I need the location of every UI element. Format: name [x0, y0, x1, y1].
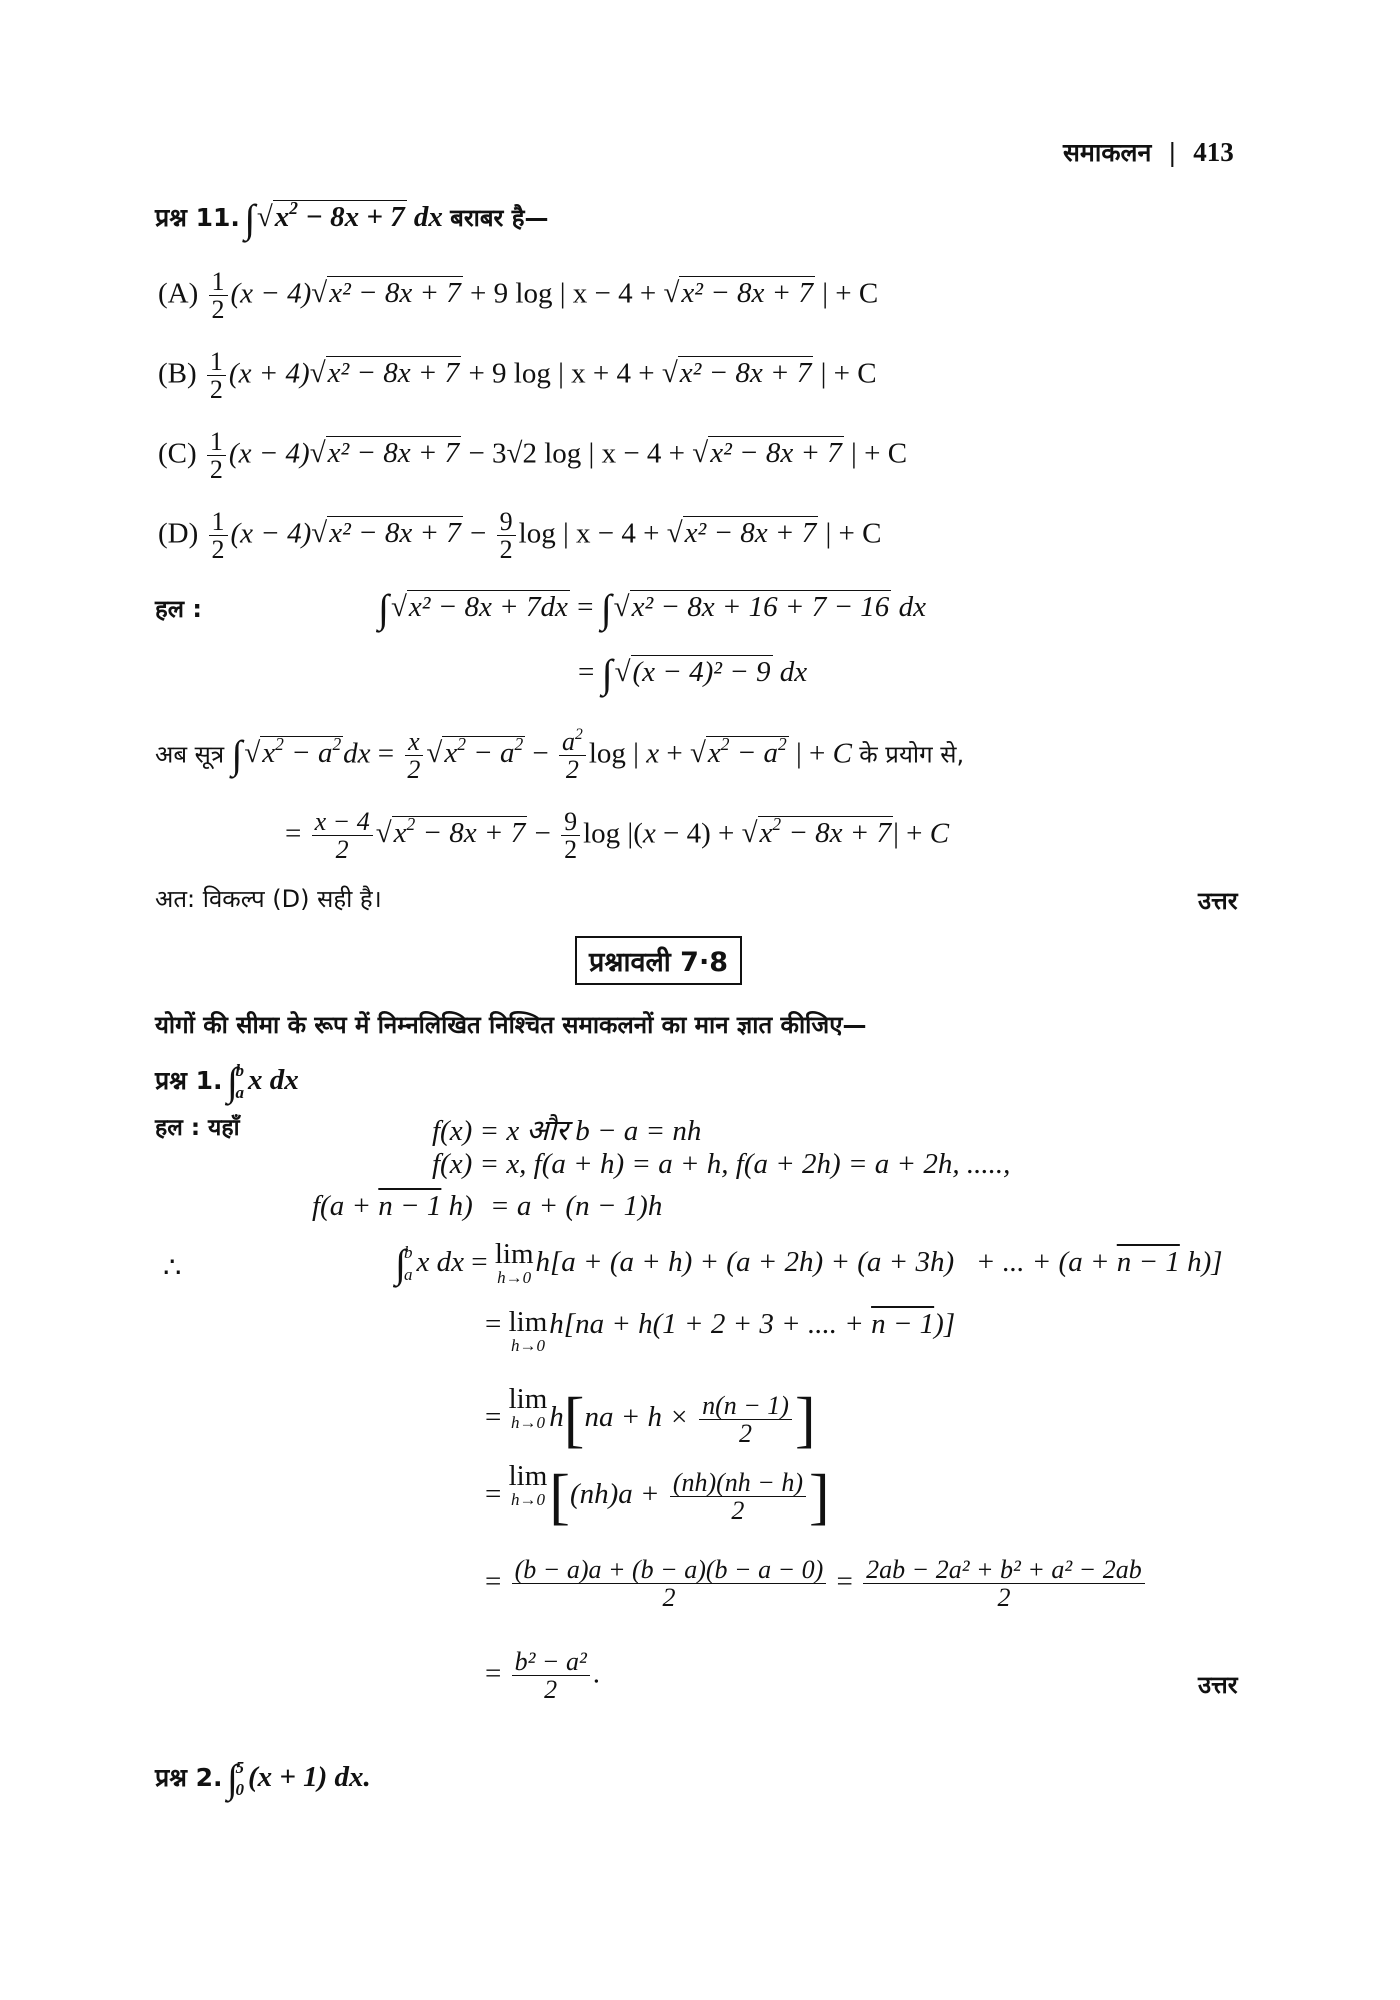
page-number: 413 — [1193, 137, 1234, 167]
integrand: x dx — [247, 1064, 299, 1096]
option-b: (B) $\frac{1}{2}$ (x + 4)√x² − 8x + 7 + 9 log | x + 4 + √x² − 8x + 7 | + C — [158, 347, 877, 405]
given-line-3-rhs: = a + (n − 1)h — [490, 1190, 663, 1222]
step-2: = lim h→0 h[na + h(1 + 2 + 3 + .... + n − 1)] — [485, 1306, 956, 1355]
option-radicand-2: x² − 8x + 7 — [681, 277, 813, 310]
step-3: = lim h→0 h[na + h × $\frac{n(n - 1)}{2}$ ] — [485, 1383, 816, 1454]
given-line-2: f(x) = x, f(a + h) = a + h, f(a + 2h) = a + 2h, ....., — [432, 1148, 1011, 1180]
option-radicand-2: x² − 8x + 7 — [679, 357, 812, 390]
final-result: = $\frac{\text{b² − a²}}{2}$ . — [485, 1647, 600, 1705]
step-1: ∫ b a x dx = lim h→0 h[a + (a + h) + (a + 2h) + (a + 3h) + ... + (a + n − 1 h)] — [395, 1238, 1223, 1287]
exercise-title: प्रश्नावली 7·8 — [575, 936, 742, 985]
fraction-nine-half: $\frac{9}{2}$ — [497, 508, 516, 564]
header-separator: | — [1168, 138, 1177, 167]
question-label: प्रश्न 11. — [155, 203, 240, 232]
solution-label: हल : — [155, 595, 202, 623]
option-radicand: x² − 8x + 7 — [327, 437, 460, 470]
option-factor: (x + 4) — [228, 357, 310, 390]
option-tail: | + C — [825, 517, 882, 550]
option-d: (D) $\frac{1}{2}$ (x − 4)√x² − 8x + 7 − $\frac{9}{2}$ log | x − 4 + √x² − 8x + 7 | + C — [158, 507, 882, 565]
running-header — [1063, 135, 1234, 169]
option-tail: | + C — [820, 357, 877, 390]
solution-rhs: x² − 8x + 16 + 7 − 16 — [631, 591, 890, 623]
formula-suffix: के प्रयोग से, — [859, 740, 965, 769]
question-label: प्रश्न 1. — [155, 1066, 223, 1095]
option-key: (A) — [158, 277, 199, 310]
solution-line-2: = ∫√(x − 4)² − 9 dx — [578, 651, 808, 696]
formula-line: अब सूत्र $\int√x^2 - a^2dx$ = $\frac{x}{2}$ $√x^2 - a^2$ − $\frac{a^2}{2}$ log | $x + √x^2 - a^2$ | + C के प्रयोग से, — [155, 726, 965, 785]
formula-prefix: अब सूत्र — [155, 740, 225, 769]
exercise-instruction: योगों की सीमा के रूप में निम्नलिखित निश्चित समाकलनों का मान ज्ञात कीजिए— — [155, 1011, 867, 1039]
question-2: प्रश्न 2. ∫ 5 0 (x + 1) dx. — [155, 1756, 371, 1801]
fraction-half: $\frac{1}{2}$ — [207, 428, 226, 484]
option-tail: | + C — [822, 277, 879, 310]
option-minus: − — [470, 517, 487, 550]
option-log-term: − 3√2 log | x − 4 + — [468, 437, 686, 470]
given-line-3: f(a + n − 1 h) = a + (n − 1)h — [312, 1190, 663, 1222]
option-log-term: log | x − 4 + — [518, 517, 660, 550]
fraction-half: $\frac{1}{2}$ — [209, 508, 228, 564]
option-factor: (x − 4) — [230, 277, 312, 310]
chapter-title: समाकलन — [1063, 138, 1152, 167]
fraction-half: $\frac{1}{2}$ — [209, 268, 228, 324]
option-factor: (x − 4) — [228, 437, 310, 470]
integrand: (x + 1) dx. — [247, 1761, 371, 1793]
question-integral: $\int√x^2 - 8x + 7$ dx — [243, 196, 443, 241]
option-key: (B) — [158, 357, 197, 390]
question-1: प्रश्न 1. ∫ b a x dx — [155, 1059, 299, 1104]
result-line: = $\frac{x - 4}{2}$ $√x^2 - 8x + 7$ − $\frac{9}{2}$ $\log |(x - 4) + √x^2 - 8x + 7| + C$ — [285, 807, 950, 865]
answer-tag: उत्तर — [1198, 1671, 1238, 1699]
given-line-1: f(x) = x और b − a = nh — [432, 1115, 702, 1147]
step-5: = $\frac{(b - a)a + (b - a)(b - a - 0)}{2}$ = $\frac{\text{2ab − 2a² + b² + a² − 2ab}}{2}$ — [485, 1556, 1148, 1612]
step-4: = lim h→0 [(nh)a + $\frac{(nh)(nh - h)}{2}$ ] — [485, 1460, 830, 1531]
option-c: (C) $\frac{1}{2}$ (x − 4)√x² − 8x + 7 − 3√2 log | x − 4 + √x² − 8x + 7 | + C — [158, 427, 908, 485]
option-a: (A) $\frac{1}{2}$ (x − 4)√x² − 8x + 7 + 9 log | x − 4 + √x² − 8x + 7 | + C — [158, 267, 879, 325]
option-radicand: x² − 8x + 7 — [329, 277, 461, 310]
option-key: (C) — [158, 437, 197, 470]
answer-tag: उत्तर — [1198, 887, 1238, 915]
question-label: प्रश्न 2. — [155, 1763, 223, 1792]
option-radicand: x² − 8x + 7 — [329, 517, 461, 550]
question-suffix: बराबर है— — [450, 204, 549, 232]
integral-sign-icon: ∫ — [243, 196, 255, 241]
solution-line-1: ∫√x² − 8x + 7dx = ∫√x² − 8x + 16 + 7 − 16 dx — [378, 586, 926, 631]
option-tail: | + C — [851, 437, 908, 470]
solution-lhs: x² − 8x + 7dx — [408, 591, 568, 623]
solution-rhs-2: (x − 4)² − 9 — [632, 656, 771, 688]
option-radicand-2: x² − 8x + 7 — [710, 437, 842, 470]
option-factor: (x − 4) — [230, 517, 312, 550]
option-radicand-2: x² − 8x + 7 — [684, 517, 817, 550]
option-log-term: + 9 log | x − 4 + — [470, 277, 657, 310]
solution-label: हल : यहाँ — [155, 1115, 240, 1141]
option-key: (D) — [158, 517, 199, 550]
therefore-symbol: ∴ — [163, 1252, 182, 1284]
result-fraction: $\frac{x - 4}{2}$ — [312, 808, 373, 864]
question-11 — [155, 195, 548, 242]
option-radicand: x² − 8x + 7 — [327, 357, 460, 390]
fraction-half: $\frac{1}{2}$ — [207, 348, 226, 404]
conclusion: अत: विकल्प (D) सही है। — [155, 885, 382, 913]
option-log-term: + 9 log | x + 4 + — [468, 357, 655, 390]
